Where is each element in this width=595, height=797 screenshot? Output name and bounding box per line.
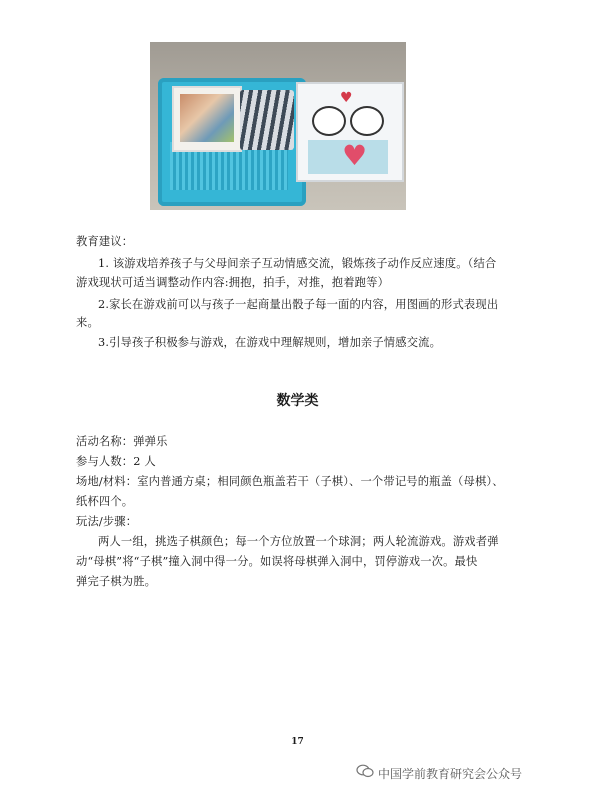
- heart-icon: ♥: [342, 139, 368, 172]
- materials-line-1: 场地/材料：室内普通方桌；相同颜色瓶盖若干（子棋）、一个带记号的瓶盖（母棋）、: [76, 475, 504, 488]
- participants: 参与人数：2 人: [76, 455, 156, 468]
- watermark-text: 中国学前教育研究会公众号: [378, 767, 523, 781]
- suggestion-line-4: 来。: [76, 316, 99, 329]
- suggestion-line-3: 2.家长在游戏前可以与孩子一起商量出骰子每一面的内容，用图画的形式表现出: [98, 298, 499, 311]
- steps-line-2: 动“母棋”将“子棋”撞入洞中得一分。如误将母棋弹入洞中，罚停游戏一次。最快: [76, 555, 478, 568]
- suggestions-heading: 教育建议：: [76, 235, 134, 248]
- photo-frame: [172, 86, 242, 152]
- suggestion-line-2: 游戏现状可适当调整动作内容:拥抱，拍手，对推，抱着跑等）: [76, 276, 390, 289]
- section-title: 数学类: [276, 393, 319, 409]
- face-right: [350, 106, 384, 136]
- heart-icon: ♥: [340, 90, 353, 106]
- suggestion-line-5: 3.引导孩子积极参与游戏，在游戏中理解规则，增加亲子情感交流。: [98, 336, 442, 349]
- wechat-icon: [356, 764, 374, 778]
- materials-line-2: 纸杯四个。: [76, 495, 134, 508]
- page-number: 17: [291, 737, 304, 747]
- game-photo: [150, 42, 406, 210]
- face-left: [312, 106, 346, 136]
- steps-heading: 玩法/步骤：: [76, 515, 138, 528]
- activity-name: 活动名称：弹弹乐: [76, 435, 168, 448]
- dice-cards: [240, 90, 294, 150]
- face-box: [296, 82, 404, 182]
- steps-line-3: 弹完子棋为胜。: [76, 575, 157, 588]
- steps-line-1: 两人一组，挑选子棋颜色；每一个方位放置一个球洞；两人轮流游戏。游戏者弹: [98, 535, 499, 548]
- suggestion-line-1: 1. 该游戏培养孩子与父母间亲子互动情感交流，锻炼孩子动作反应速度。（结合: [98, 257, 497, 270]
